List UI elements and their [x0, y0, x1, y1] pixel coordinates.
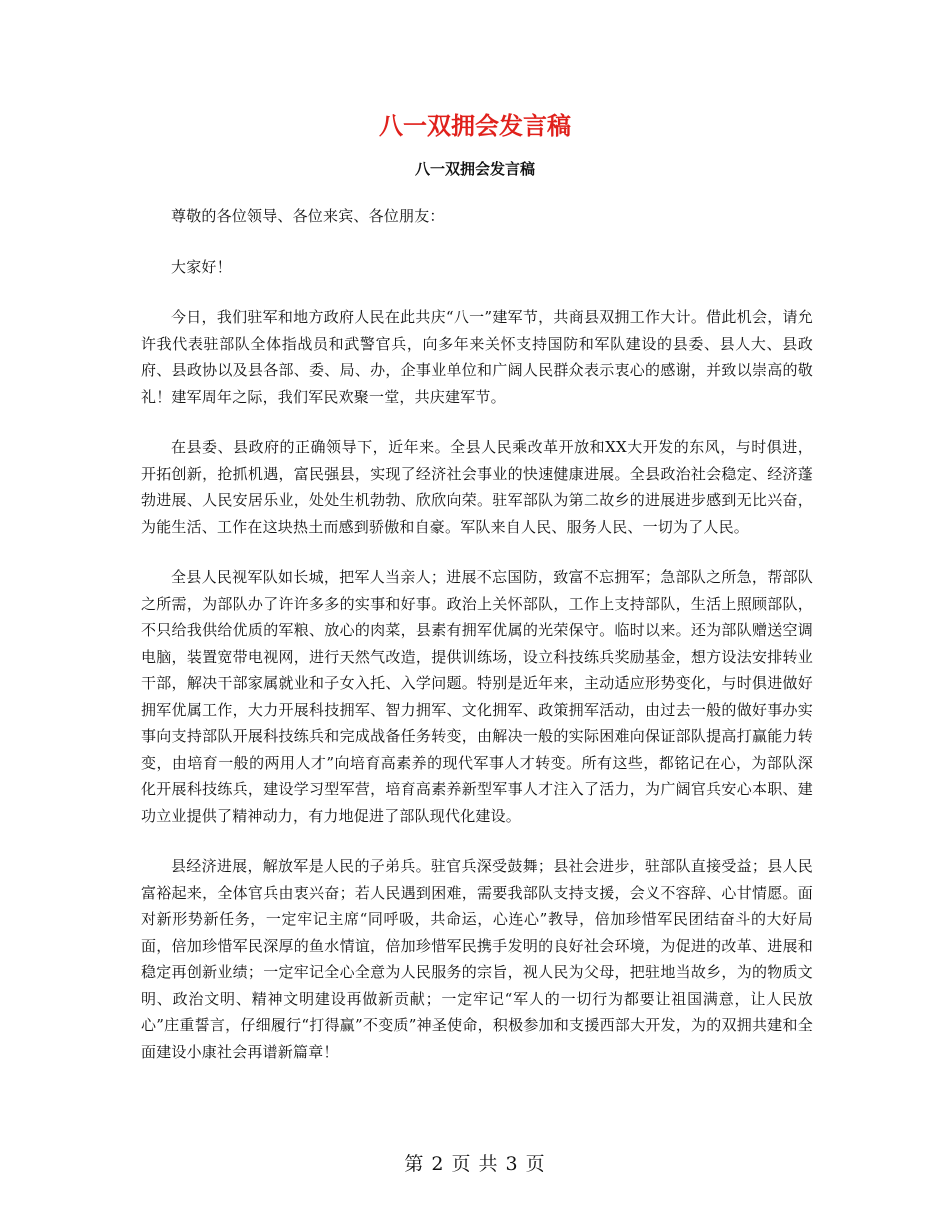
paragraph: 全县人民视军队如长城，把军人当亲人；进展不忘国防，致富不忘拥军；急部队之所急，帮部队之所需，为部队办了许许多多的实事和好事。政治上关怀部队，工作上支持部队，生活上照顾部队，不只给我供给优质的军粮、放心的肉菜，县素有拥军优属的光荣保守。临时以来。还为部队赠送空调电脑，装置宽带电视网，进行天然气改造，提供训练场，设立科技练兵奖励基金，想方设法安排转业干部，解决干部家属就业和子女入托、入学问题。特别是近年来，主动适应形势变化，与时俱进做好拥军优属工作，大力开展科技拥军、智力拥军、文化拥军、政策拥军活动，由过去一般的做好事办实事向支持部队开展科技练兵和完成战备任务转变，由解决一般的实际困难向保证部队提高打赢能力转变，由培育一般的两用人才”向培育高素养的现代军事人才转变。所有这些，都铭记在心，为部队深化开展科技练兵，建设学习型军营，培育高素养新型军事人才注入了活力，为广阔官兵安心本职、建功立业提供了精神动力，有力地促进了部队现代化建设。: [141, 568, 813, 825]
document-subtitle: 八一双拥会发言稿: [414, 160, 535, 178]
document-title: 八一双拥会发言稿: [379, 112, 571, 140]
greeting: 大家好！: [171, 257, 232, 276]
salutation: 尊敬的各位领导、各位来宾、各位朋友：: [171, 207, 445, 225]
page-number-footer: 第 2 页 共 3 页: [404, 1153, 546, 1175]
paragraph: 在县委、县政府的正确领导下，近年来。全县人民乘改革开放和XX大开发的东风，与时俱进，开拓创新，抢抓机遇，富民强县，实现了经济社会事业的快速健康进展。全县政治社会稳定、经济蓬勃进展、人民安居乐业，处处生机勃勃、欣欣向荣。驻军部队为第二故乡的进展进步感到无比兴奋，为能生活、工作在这块热土而感到骄傲和自豪。军队来自人民、服务人民、一切为了人民。: [141, 438, 813, 536]
paragraph: 今日，我们驻军和地方政府人民在此共庆“八一”建军节，共商县双拥工作大计。借此机会，请允许我代表驻部队全体指战员和武警官兵，向多年来关怀支持国防和军队建设的县委、县人大、县政府、县政协以及县各部、委、局、办，企事业单位和广阔人民群众表示衷心的感谢，并致以崇高的敬礼！建军周年之际，我们军民欢聚一堂，共庆建军节。: [141, 308, 813, 406]
document-body: [141, 203, 813, 1089]
paragraph: 县经济进展，解放军是人民的子弟兵。驻官兵深受鼓舞；县社会进步，驻部队直接受益；县人民富裕起来，全体官兵由衷兴奋；若人民遇到困难，需要我部队支持支援，会义不容辞、心甘情愿。面对新形势新任务，一定牢记主席“同呼吸，共命运，心连心”教导，倍加珍惜军民团结奋斗的大好局面，倍加珍惜军民深厚的鱼水情谊，倍加珍惜军民携手发明的良好社会环境，为促进的改革、进展和稳定再创新业绩；一定牢记全心全意为人民服务的宗旨，视人民为父母，把驻地当故乡，为的物质文明、政治文明、精神文明建设再做新贡献；一定牢记“军人的一切行为都要让祖国满意，让人民放心”庄重誓言，仔细履行“打得赢”不变质”神圣使命，积极参加和支援西部大开发，为的双拥共建和全面建设小康社会再谱新篇章！: [141, 857, 813, 1061]
